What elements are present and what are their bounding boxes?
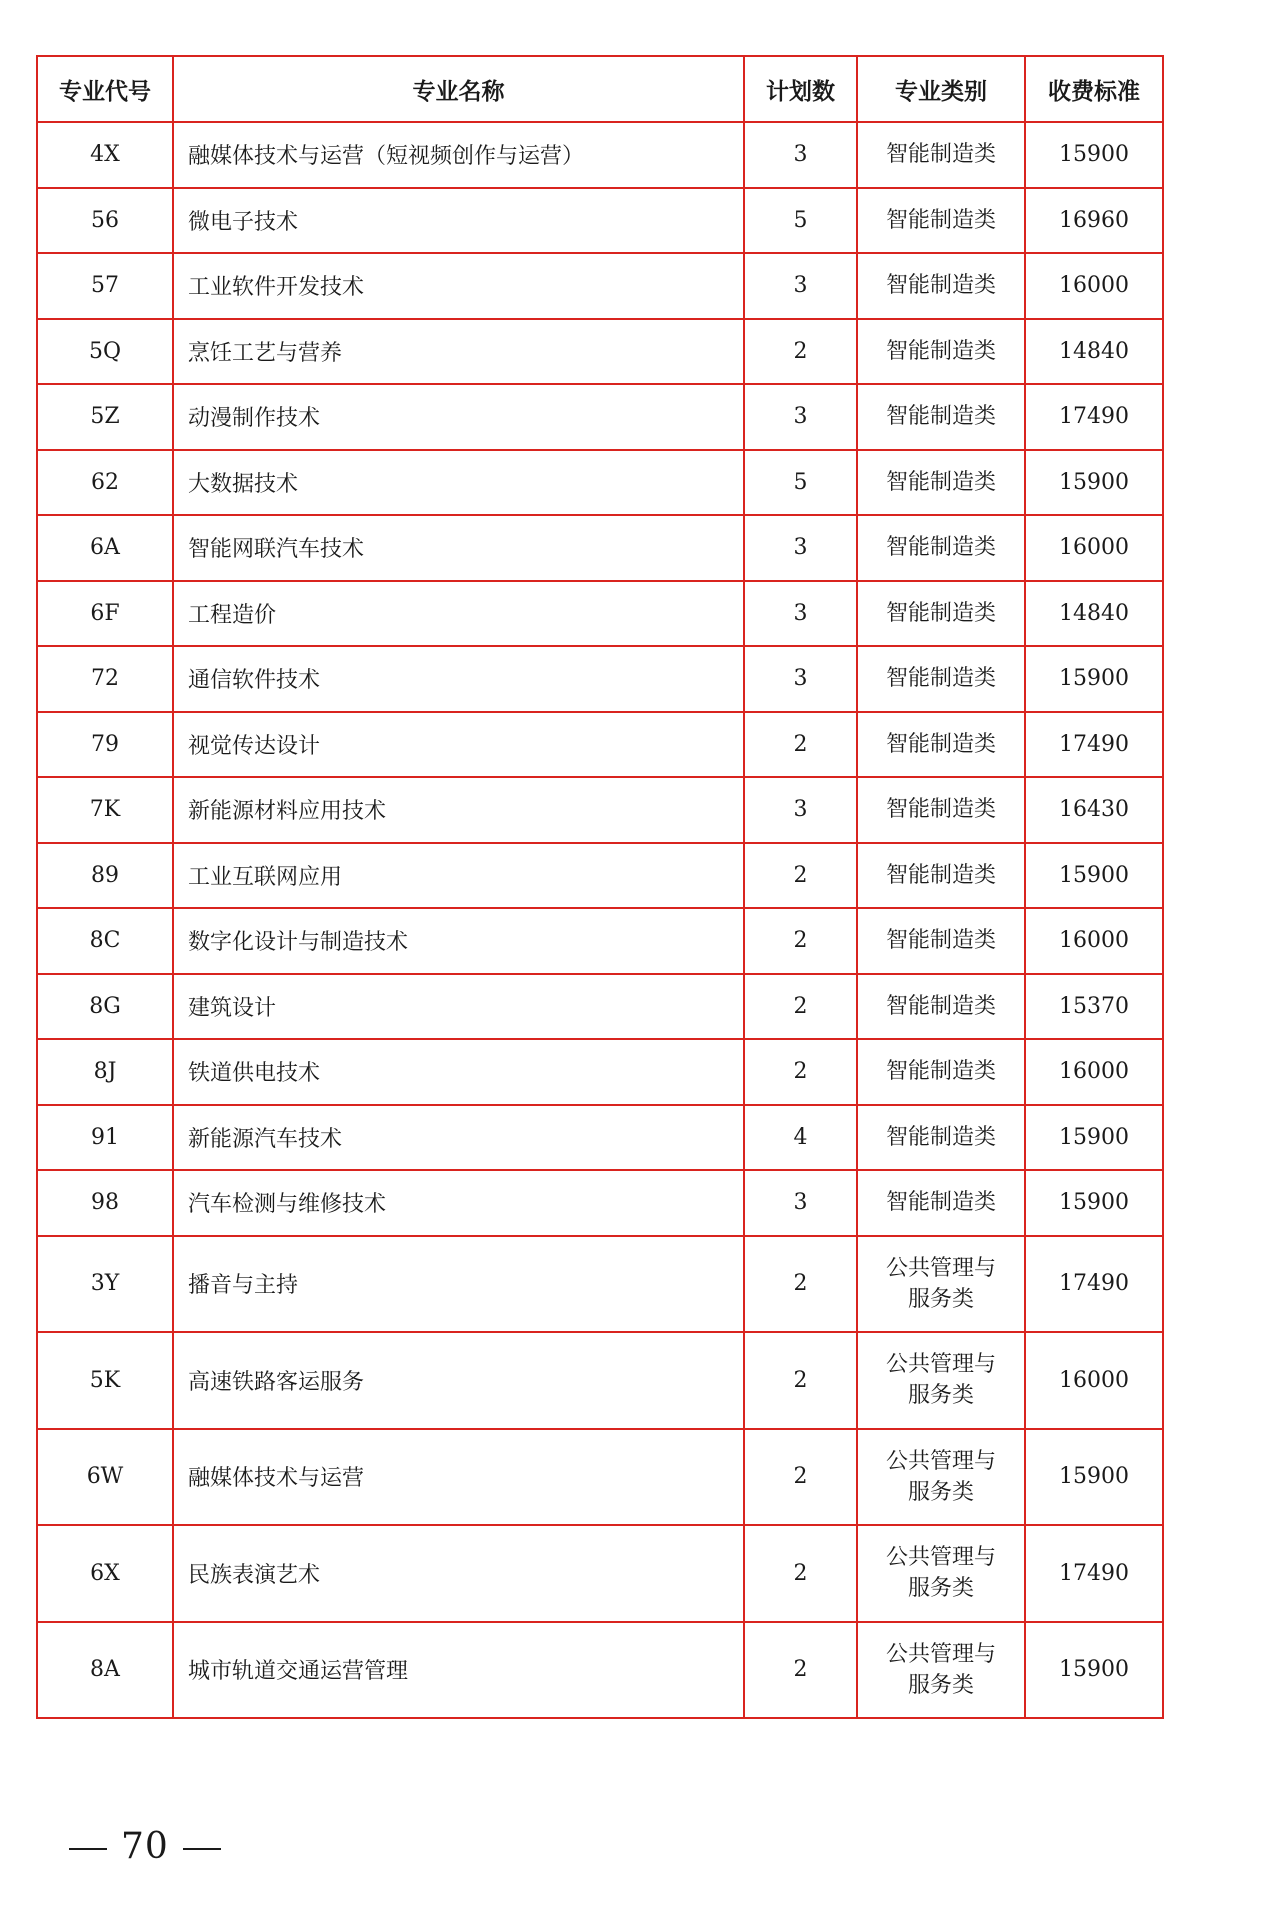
cell-category: 公共管理与 服务类: [857, 1332, 1025, 1429]
cell-name: 烹饪工艺与营养: [173, 319, 744, 385]
header-name: 专业名称: [173, 56, 744, 122]
cell-category: 智能制造类: [857, 450, 1025, 516]
cell-category: 智能制造类: [857, 646, 1025, 712]
table-row: [37, 712, 1163, 778]
cell-code: 72: [37, 646, 173, 712]
cell-plan: 2: [744, 1332, 857, 1429]
cell-name: 铁道供电技术: [173, 1039, 744, 1105]
cell-code: 8J: [37, 1039, 173, 1105]
cell-name: 融媒体技术与运营（短视频创作与运营）: [173, 122, 744, 188]
cell-code: 8G: [37, 974, 173, 1040]
table-row: [37, 450, 1163, 516]
cell-name: 新能源材料应用技术: [173, 777, 744, 843]
cell-name: 民族表演艺术: [173, 1525, 744, 1622]
cell-code: 6W: [37, 1429, 173, 1526]
cell-plan: 3: [744, 1170, 857, 1236]
table-row: [37, 1622, 1163, 1719]
cell-plan: 2: [744, 1039, 857, 1105]
cell-fee: 14840: [1025, 581, 1163, 647]
cell-fee: 15900: [1025, 646, 1163, 712]
cell-name: 智能网联汽车技术: [173, 515, 744, 581]
cell-fee: 17490: [1025, 1236, 1163, 1333]
cell-fee: 17490: [1025, 384, 1163, 450]
table-row: [37, 1105, 1163, 1171]
cell-category: 智能制造类: [857, 384, 1025, 450]
cell-code: 7K: [37, 777, 173, 843]
cell-code: 5K: [37, 1332, 173, 1429]
cell-category: 智能制造类: [857, 777, 1025, 843]
cell-category: 公共管理与 服务类: [857, 1622, 1025, 1719]
cell-category: 智能制造类: [857, 1105, 1025, 1171]
cell-category: 智能制造类: [857, 515, 1025, 581]
cell-name: 新能源汽车技术: [173, 1105, 744, 1171]
page-number: [55, 1826, 235, 1867]
cell-category: 公共管理与 服务类: [857, 1236, 1025, 1333]
header-plan: 计划数: [744, 56, 857, 122]
cell-fee: 15370: [1025, 974, 1163, 1040]
cell-fee: 14840: [1025, 319, 1163, 385]
cell-code: 56: [37, 188, 173, 254]
table-row: [37, 122, 1163, 188]
table-row: [37, 1170, 1163, 1236]
cell-plan: 2: [744, 1429, 857, 1526]
cell-plan: 2: [744, 843, 857, 909]
table-row: [37, 188, 1163, 254]
page-dash-right: [183, 1848, 221, 1850]
cell-plan: 2: [744, 1525, 857, 1622]
table-row: [37, 581, 1163, 647]
cell-category: 智能制造类: [857, 1170, 1025, 1236]
cell-code: 79: [37, 712, 173, 778]
cell-name: 城市轨道交通运营管理: [173, 1622, 744, 1719]
cell-name: 大数据技术: [173, 450, 744, 516]
table-row: [37, 253, 1163, 319]
cell-fee: 15900: [1025, 450, 1163, 516]
cell-fee: 15900: [1025, 1622, 1163, 1719]
cell-plan: 2: [744, 1236, 857, 1333]
header-category: 专业类别: [857, 56, 1025, 122]
cell-fee: 16430: [1025, 777, 1163, 843]
cell-category: 智能制造类: [857, 581, 1025, 647]
majors-table: [36, 55, 1164, 1719]
cell-plan: 3: [744, 122, 857, 188]
table-body: [37, 122, 1163, 1718]
header-code: 专业代号: [37, 56, 173, 122]
table-row: [37, 1236, 1163, 1333]
cell-code: 6A: [37, 515, 173, 581]
cell-name: 建筑设计: [173, 974, 744, 1040]
cell-name: 工业软件开发技术: [173, 253, 744, 319]
cell-plan: 3: [744, 515, 857, 581]
cell-code: 3Y: [37, 1236, 173, 1333]
cell-plan: 4: [744, 1105, 857, 1171]
cell-plan: 2: [744, 319, 857, 385]
cell-category: 智能制造类: [857, 319, 1025, 385]
cell-category: 智能制造类: [857, 253, 1025, 319]
cell-fee: 16000: [1025, 1039, 1163, 1105]
cell-code: 5Z: [37, 384, 173, 450]
cell-fee: 15900: [1025, 843, 1163, 909]
cell-plan: 3: [744, 581, 857, 647]
cell-plan: 2: [744, 908, 857, 974]
table-row: [37, 319, 1163, 385]
cell-code: 8C: [37, 908, 173, 974]
cell-fee: 15900: [1025, 1170, 1163, 1236]
table-row: [37, 1525, 1163, 1622]
cell-code: 89: [37, 843, 173, 909]
cell-name: 播音与主持: [173, 1236, 744, 1333]
cell-fee: 16000: [1025, 908, 1163, 974]
table-row: [37, 908, 1163, 974]
cell-category: 公共管理与 服务类: [857, 1525, 1025, 1622]
cell-category: 智能制造类: [857, 122, 1025, 188]
cell-fee: 16000: [1025, 1332, 1163, 1429]
cell-fee: 17490: [1025, 712, 1163, 778]
cell-plan: 3: [744, 777, 857, 843]
page-number-text: 70: [121, 1826, 169, 1867]
cell-fee: 17490: [1025, 1525, 1163, 1622]
cell-name: 数字化设计与制造技术: [173, 908, 744, 974]
cell-fee: 15900: [1025, 1429, 1163, 1526]
cell-plan: 2: [744, 712, 857, 778]
page-dash-left: [69, 1848, 107, 1850]
cell-name: 通信软件技术: [173, 646, 744, 712]
table-row: [37, 1039, 1163, 1105]
cell-fee: 15900: [1025, 122, 1163, 188]
cell-category: 公共管理与 服务类: [857, 1429, 1025, 1526]
cell-plan: 3: [744, 646, 857, 712]
table-row: [37, 777, 1163, 843]
cell-plan: 3: [744, 253, 857, 319]
cell-fee: 15900: [1025, 1105, 1163, 1171]
cell-category: 智能制造类: [857, 974, 1025, 1040]
cell-name: 动漫制作技术: [173, 384, 744, 450]
cell-code: 6X: [37, 1525, 173, 1622]
table-row: [37, 843, 1163, 909]
cell-fee: 16000: [1025, 515, 1163, 581]
cell-name: 汽车检测与维修技术: [173, 1170, 744, 1236]
cell-category: 智能制造类: [857, 843, 1025, 909]
cell-plan: 5: [744, 188, 857, 254]
header-fee: 收费标准: [1025, 56, 1163, 122]
table-row: [37, 1332, 1163, 1429]
cell-name: 视觉传达设计: [173, 712, 744, 778]
cell-name: 微电子技术: [173, 188, 744, 254]
cell-plan: 2: [744, 974, 857, 1040]
cell-code: 5Q: [37, 319, 173, 385]
cell-name: 工程造价: [173, 581, 744, 647]
cell-code: 8A: [37, 1622, 173, 1719]
cell-category: 智能制造类: [857, 712, 1025, 778]
cell-fee: 16000: [1025, 253, 1163, 319]
cell-name: 工业互联网应用: [173, 843, 744, 909]
cell-code: 98: [37, 1170, 173, 1236]
table-row: [37, 1429, 1163, 1526]
table-header-row: [37, 56, 1163, 122]
cell-plan: 2: [744, 1622, 857, 1719]
cell-category: 智能制造类: [857, 188, 1025, 254]
cell-code: 62: [37, 450, 173, 516]
cell-code: 6F: [37, 581, 173, 647]
table-row: [37, 974, 1163, 1040]
table-row: [37, 646, 1163, 712]
cell-category: 智能制造类: [857, 908, 1025, 974]
table-row: [37, 515, 1163, 581]
cell-code: 57: [37, 253, 173, 319]
cell-code: 4X: [37, 122, 173, 188]
cell-plan: 3: [744, 384, 857, 450]
cell-code: 91: [37, 1105, 173, 1171]
cell-name: 融媒体技术与运营: [173, 1429, 744, 1526]
cell-fee: 16960: [1025, 188, 1163, 254]
cell-plan: 5: [744, 450, 857, 516]
cell-category: 智能制造类: [857, 1039, 1025, 1105]
cell-name: 高速铁路客运服务: [173, 1332, 744, 1429]
table-row: [37, 384, 1163, 450]
